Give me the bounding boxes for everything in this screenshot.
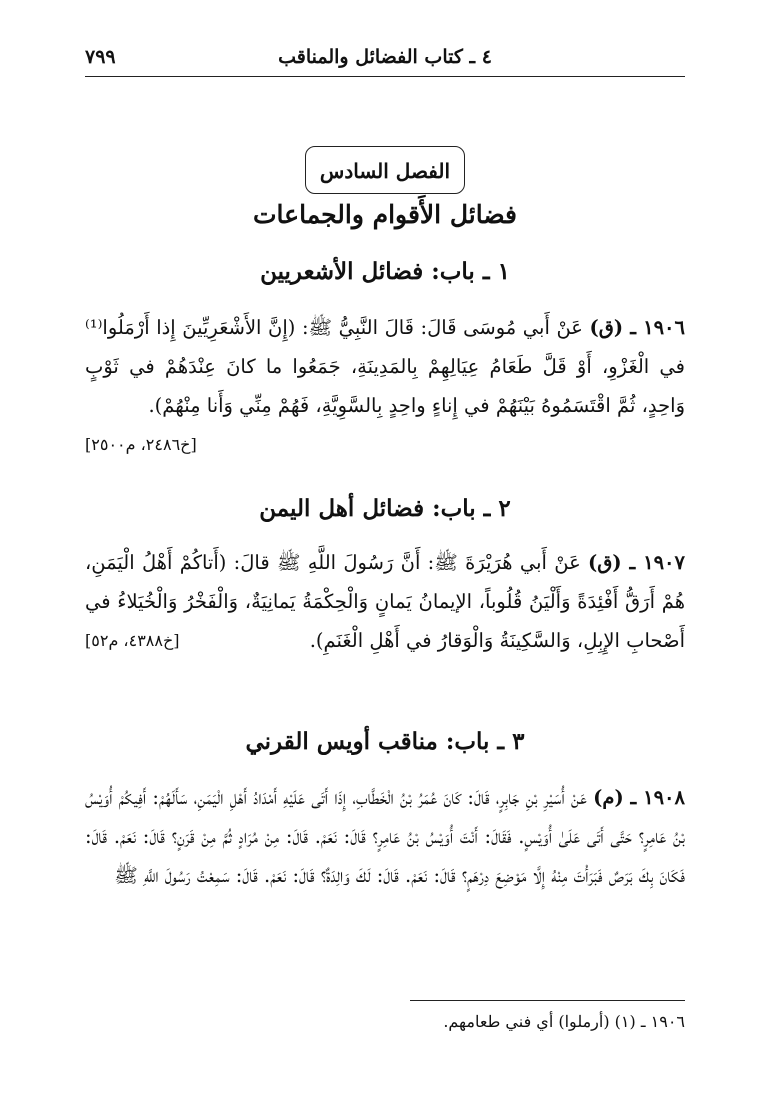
page-number: ٧٩٩: [85, 46, 116, 68]
bab-heading-1: ١ ـ باب: فضائل الأشعريين: [260, 258, 510, 285]
running-title: ٤ ـ كتاب الفضائل والمناقب: [278, 46, 492, 68]
hadith-1908: [85, 778, 685, 895]
section-heading: فضائل الأَقوام والجماعات: [253, 200, 517, 229]
running-header: [85, 40, 685, 76]
bab-heading-3: ٣ ـ باب: مناقب أويس القرني: [245, 728, 525, 755]
hadith-1907: [85, 543, 685, 660]
chapter-box: الفصل السادس: [305, 146, 465, 194]
hadith-reference: [خ٢٤٨٦، م٢٥٠٠]: [85, 435, 197, 454]
header-rule: [85, 76, 685, 77]
footnote: ١٩٠٦ ـ (١) (أرملوا) أي فني طعامهم.: [443, 1012, 685, 1031]
hadith-1906: [85, 308, 685, 464]
footnote-rule: [410, 1000, 685, 1001]
hadith-reference: [خ٤٣٨٨، م٥٢]: [85, 631, 180, 650]
hadith-number: ١٩٠٧ ـ (ق): [588, 551, 685, 574]
hadith-text: عَنْ أَبي هُرَيْرَةَ ﷺ: أَنَّ رَسُولَ اللَّهِ ﷺ قالَ: (أَتاكُمْ أَهْلُ الْيَمَنِ، هُمْ أَرَقُّ أَفْئِدَةً وَأَلْيَنُ قُلُوباً، الإيمانُ يَمانٍ وَالْحِكْمَةُ يَمانِيَةٌ، وَالْفَخْرُ وَالْخُيَلاءُ في أَصْحابِ الإِبِلِ، وَالسَّكِينَةُ وَالْوَقارُ في أَهْلِ الْغَنَمِ).: [85, 551, 685, 652]
hadith-text: عَنْ أُسَيْرِ بْنِ جَابِرٍ، قَالَ: كَانَ عُمَرُ بْنُ الْخَطَّابِ، إِذَا أَتَى عَلَيْهِ أَمْدَادُ أَهْلِ الْيَمَنِ، سَأَلَهُمْ: أَفِيكُمْ أُوَيْسُ بْنُ عَامِرٍ؟ حَتَّى أَتَى عَلَىٰ أُوَيْسٍ. فَقَالَ: أَنْتَ أُوَيْسُ بْنُ عَامِرٍ؟ قَالَ: نَعَمْ. قَالَ: مِنْ مُرَادٍ ثُمَّ مِنْ قَرَنٍ؟ قَالَ: نَعَمْ. قَالَ: فَكَانَ بِكَ بَرَصٌ فَبَرَأْتَ مِنْهُ إِلَّا مَوْضِعَ دِرْهَمٍ؟ قَالَ: نَعَمْ. قَالَ: لَكَ وَالِدَةٌ؟ قَالَ: نَعَمْ. قَالَ: سَمِعْتُ رَسُولَ اللَّهِ ﷺ: [85, 786, 685, 887]
hadith-number: ١٩٠٦ ـ (ق): [589, 316, 686, 339]
bab-heading-2: ٢ ـ باب: فضائل أهل اليمن: [259, 495, 511, 522]
hadith-number: ١٩٠٨ ـ (م): [593, 786, 686, 809]
hadith-text: عَنْ أَبي مُوسَى قَالَ: قَالَ النَّبِيُّ ﷺ: (إِنَّ الأَشْعَرِيِّينَ إِذا أَرْمَلُوا⁽¹⁾ في الْغَزْوِ، أَوْ قَلَّ طَعَامُ عِيَالِهِمْ بِالمَدِينَةِ، جَمَعُوا ما كانَ عِنْدَهُمْ في ثَوْبٍ وَاحِدٍ، ثُمَّ اقْتَسَمُوهُ بَيْنَهُمْ في إِناءٍ واحِدٍ بِالسَّوِيَّةِ، فَهُمْ مِنِّي وَأَنا مِنْهُمْ).: [85, 316, 685, 417]
